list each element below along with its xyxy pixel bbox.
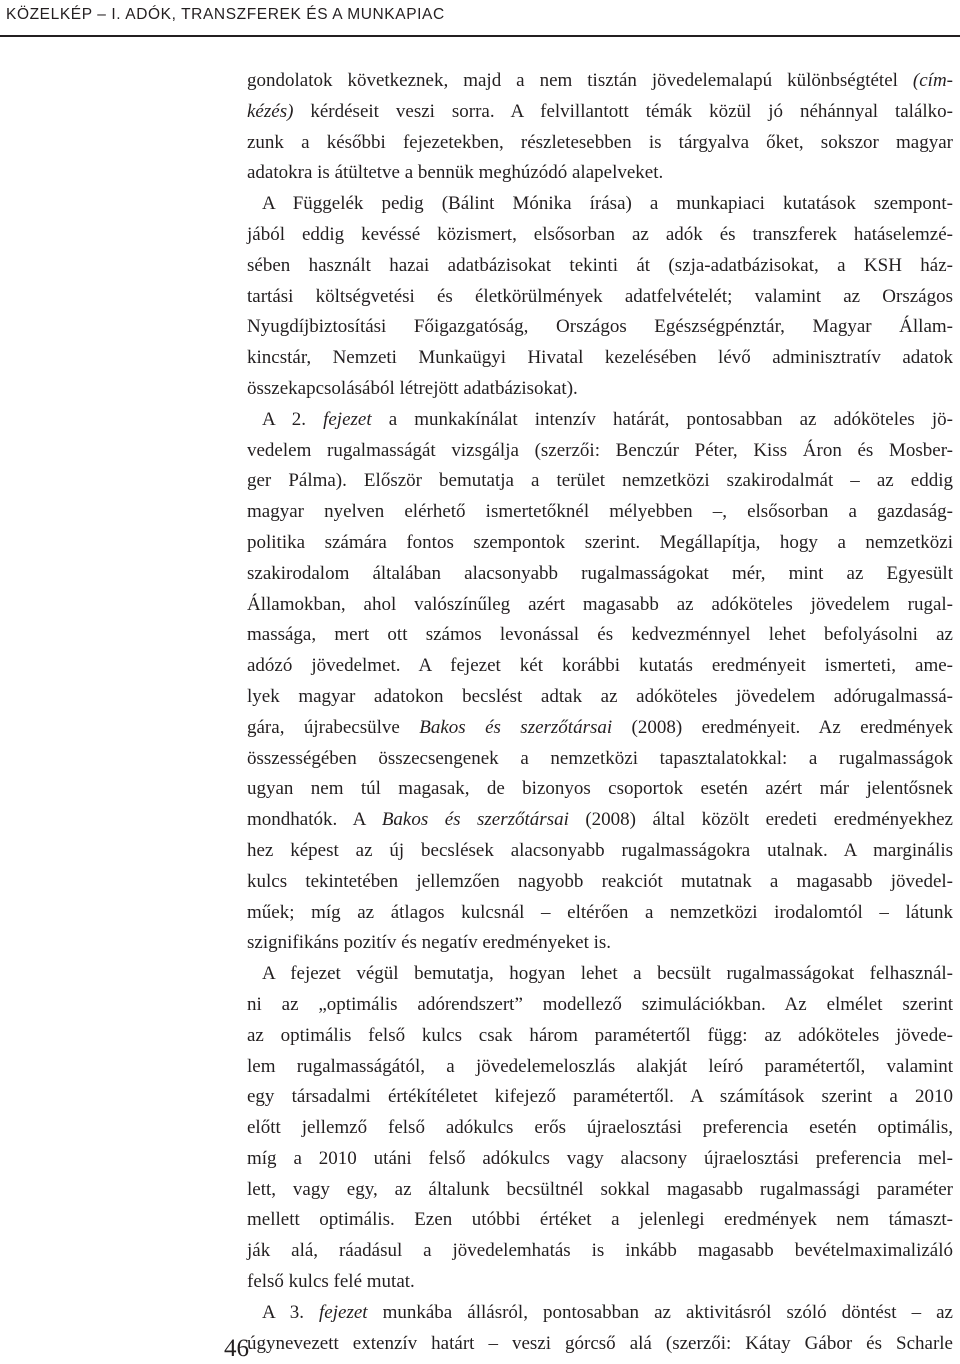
text-line — [247, 898, 953, 929]
text-line — [247, 1144, 953, 1175]
text-span: (2008) által közölt eredeti eredményekhez — [568, 809, 953, 831]
text-span: mondhatók. A — [247, 809, 382, 831]
text-span: lem rugalmasságától, a jövedelemeloszlás alakját leíró paramétertől, valamint — [247, 1055, 953, 1077]
text-span: A Függelék pedig (Bálint Mónika írása) a munkapiaci kutatások szempont- — [262, 193, 953, 215]
body-text — [247, 66, 953, 1359]
text-line — [247, 1205, 953, 1236]
text-line — [247, 590, 953, 621]
text-line — [247, 651, 953, 682]
text-span: míg a 2010 utáni felső adókulcs vagy alacsony újraelosztási preferencia mel- — [247, 1147, 953, 1169]
text-span: lett, vagy egy, az általunk becsültnél sokkal magasabb rugalmassági paraméter — [247, 1178, 953, 1200]
text-span: sében használt hazai adatbázisokat tekinti át (szja-adatbázisokat, a KSH ház- — [247, 254, 953, 276]
text-line — [247, 1236, 953, 1267]
running-header: KÖZELKÉP – I. ADÓK, TRANSZFEREK ÉS A MUNKAPIAC — [6, 6, 445, 23]
page-number: 46 — [224, 1335, 249, 1362]
text-span: A 3. — [262, 1301, 320, 1323]
text-line — [247, 559, 953, 590]
text-line — [247, 774, 953, 805]
text-span: egy társadalmi értékítéletet kifejező paramétertől. A számítások szerint a 2010 — [247, 1086, 953, 1108]
text-span: műek; míg az átlagos kulcsnál – eltérően a nemzetközi irodalomtól – látunk — [247, 901, 953, 923]
text-span: kulcs tekintetében jellemzően nagyobb reakciót mutatnak a magasabb jövedel- — [247, 870, 953, 892]
text-line — [247, 682, 953, 713]
text-line — [247, 744, 953, 775]
text-span: A 2. — [262, 408, 324, 430]
italic-span: fejezet — [323, 408, 372, 430]
text-line — [247, 220, 953, 251]
text-line — [247, 128, 953, 159]
text-span: az optimális felső kulcs csak három paramétertől függ: az adóköteles jövede- — [247, 1024, 953, 1046]
text-span: ják alá, ráadásul a jövedelemhatás is inkább magasabb bevételmaximalizáló — [247, 1240, 953, 1262]
text-span: (2008) eredményeit. Az eredmények — [612, 716, 953, 738]
text-span: összességében összecsengenek a nemzetközi tapasztalatokkal: a rugalmasságok — [247, 747, 953, 769]
text-span: munkába állásról, pontosabban az aktivitásról szóló döntést – az — [367, 1301, 953, 1323]
text-line — [247, 405, 953, 436]
text-line — [247, 959, 953, 990]
text-span: szignifikáns pozitív és negatív eredményeket is. — [247, 932, 612, 954]
text-span: szakirodalom általában alacsonyabb rugalmasságokat mér, mint az Egyesült — [247, 562, 953, 584]
text-line — [247, 1267, 953, 1298]
text-line — [247, 1175, 953, 1206]
text-span: lyek magyar adatokon becslést adtak az adóköteles jövedelem adórugalmassá- — [247, 685, 953, 707]
italic-span: fejezet — [319, 1301, 368, 1323]
text-span: adatokra is átültetve a bennük meghúzódó alapelveket. — [247, 162, 664, 184]
text-line — [247, 1052, 953, 1083]
text-span: tartási költségvetési és életkörülmények adatfelvételét; valamint az Országos — [247, 285, 953, 307]
italic-span: Bakos és szerzőtársai — [419, 716, 613, 738]
text-line — [247, 836, 953, 867]
text-span: adózó jövedelmet. A fejezet két korábbi kutatás eredményeit ismerteti, ame- — [247, 655, 953, 677]
text-span: mellett optimális. Ezen utóbbi értéket a jelenlegi eredmények nem támaszt- — [247, 1209, 953, 1231]
text-span: Nyugdíjbiztosítási Főigazgatóság, Országos Egészségpénztár, Magyar Állam- — [247, 316, 953, 338]
text-line — [247, 158, 953, 189]
text-span: ni az „optimális adórendszert” modellező szimulációkban. Az elmélet szerint — [247, 993, 953, 1015]
text-line — [247, 805, 953, 836]
text-span: ger Pálma). Először bemutatja a terület nemzetközi szakirodalmát – az eddig — [247, 470, 953, 492]
text-line — [247, 867, 953, 898]
text-line — [247, 928, 953, 959]
text-line — [247, 1082, 953, 1113]
text-line — [247, 436, 953, 467]
text-line — [247, 713, 953, 744]
text-line — [247, 528, 953, 559]
text-line — [247, 1021, 953, 1052]
text-line — [247, 282, 953, 313]
text-line — [247, 1329, 953, 1360]
text-span: gondolatok következnek, majd a nem tisztán jövedelemalapú különbségtétel — [247, 70, 913, 91]
text-line — [247, 466, 953, 497]
text-line — [247, 343, 953, 374]
text-span: zunk a későbbi fejezetekben, részletesebben is tárgyalva őket, sokszor magyar — [247, 131, 953, 153]
text-line — [247, 1298, 953, 1329]
text-span: politika számára fontos szempontok szerint. Megállapítja, hogy a nemzetközi — [247, 531, 953, 553]
text-line — [247, 312, 953, 343]
text-span: ugyan nem túl magasak, de bizonyos csoportok esetén azért már jelentősnek — [247, 778, 953, 800]
text-line — [247, 251, 953, 282]
text-span: úgynevezett extenzív határt – veszi górcső alá (szerzői: Kátay Gábor és Scharle — [247, 1332, 953, 1354]
text-span: kincstár, Nemzeti Munkaügyi Hivatal kezelésében lévő adminisztratív adatok — [247, 347, 953, 369]
text-span: előtt jellemző felső adókulcs erős újraelosztási preferencia esetén optimális, — [247, 1117, 953, 1139]
text-line — [247, 620, 953, 651]
text-span: kérdéseit veszi sorra. A felvillantott témák közül jó néhánnyal találko- — [293, 100, 953, 122]
text-span: massága, mert ott számos levonással és kedvezménnyel lehet befolyásolni az — [247, 624, 953, 646]
text-span: Államokban, ahol valószínűleg azért magasabb az adóköteles jövedelem rugal- — [247, 593, 953, 615]
header-rule — [0, 35, 960, 37]
text-span: jából eddig kevéssé közismert, elsősorban az adók és transzferek hatáselemzé- — [247, 223, 953, 245]
text-span: a munkakínálat intenzív határát, pontosabban az adóköteles jö- — [371, 408, 953, 430]
text-line — [247, 374, 953, 405]
text-line — [247, 990, 953, 1021]
text-span: felső kulcs felé mutat. — [247, 1271, 415, 1293]
text-span: A fejezet végül bemutatja, hogyan lehet a becsült rugalmasságokat felhasznál- — [262, 963, 953, 985]
text-line — [247, 97, 953, 128]
text-line — [247, 1113, 953, 1144]
text-span: vedelem rugalmasságát vizsgálja (szerzői: Benczúr Péter, Kiss Áron és Mosber- — [247, 439, 953, 461]
text-line — [247, 66, 953, 97]
italic-span: Bakos és szerzőtársai — [381, 809, 569, 831]
italic-span: (cím- — [912, 70, 953, 91]
text-span: gára, újrabecsülve — [247, 716, 420, 738]
text-span: összekapcsolásából létrejött adatbázisokat). — [247, 377, 578, 399]
italic-span: kézés) — [247, 100, 294, 122]
text-line — [247, 497, 953, 528]
text-line — [247, 189, 953, 220]
text-span: hez képest az új becslések alacsonyabb rugalmasságokra utalnak. A marginális — [247, 839, 953, 861]
text-span: magyar nyelven elérhető ismertetőknél mélyebben –, elsősorban a gazdaság- — [247, 501, 953, 523]
